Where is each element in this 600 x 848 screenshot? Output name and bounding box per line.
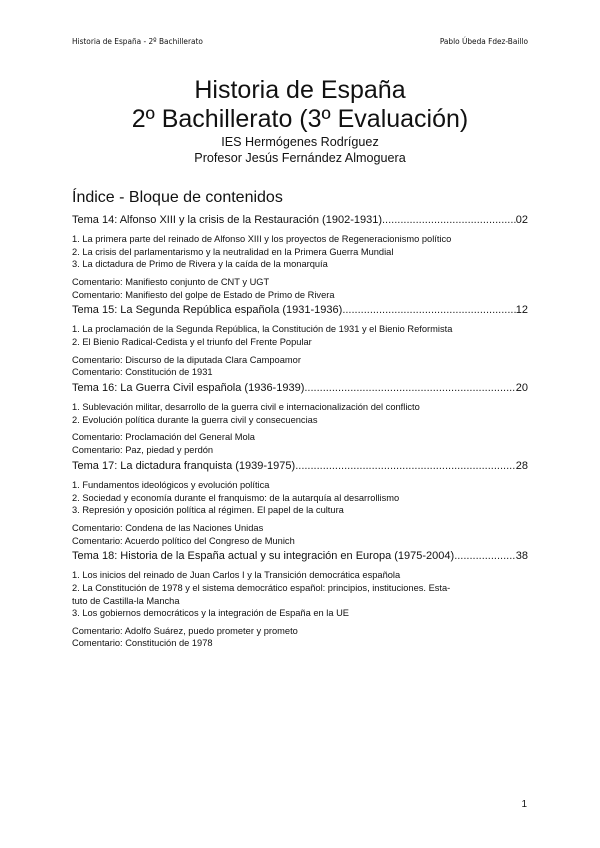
topic-items	[72, 233, 528, 271]
list-item: 1. La proclamación de la Segunda República, la Constitución de 1931 y el Bienio Reformista	[72, 324, 453, 335]
list-item: 1. La primera parte del reinado de Alfonso XIII y los proyectos de Regeneracionismo político	[72, 234, 452, 244]
topic-section	[72, 459, 528, 547]
list-item: 1. Fundamentos ideológicos y evolución política	[72, 479, 270, 490]
comment-item: Comentario: Acuerdo político del Congreso de Munich	[72, 535, 295, 546]
topic-entry	[72, 213, 528, 228]
comment-item: Comentario: Paz, piedad y perdón	[72, 445, 214, 456]
list-item: 1. Los inicios del reinado de Juan Carlos I y la Transición democrática española	[72, 570, 401, 581]
dot-leader	[304, 381, 515, 396]
topic-section	[72, 213, 528, 301]
comment-item: Comentario: Constitución de 1978	[72, 638, 213, 649]
list-item: 2. El Bienio Radical-Cedista y el triunfo del Frente Popular	[72, 336, 312, 347]
topic-section	[72, 381, 528, 457]
topic-page-number: 38	[515, 550, 528, 563]
topic-page-number: 02	[515, 214, 528, 226]
comment-item: Comentario: Proclamación del General Mola	[72, 432, 255, 443]
topic-items	[72, 401, 528, 426]
topic-items	[72, 479, 528, 517]
topic-section	[72, 549, 528, 650]
topic-title: Tema 16: La Guerra Civil española (1936-1939)	[72, 382, 305, 395]
page-number: 1	[521, 799, 527, 810]
list-item: 1. Sublevación militar, desarrollo de la guerra civil e internacionalización del conflicto	[72, 402, 420, 413]
header-course: Historia de España - 2º Bachillerato	[72, 36, 203, 46]
title-block	[0, 76, 600, 166]
topic-comments	[72, 276, 528, 302]
comment-item: Comentario: Manifiesto conjunto de CNT y UGT	[72, 276, 270, 287]
topic-title: Tema 15: La Segunda República española (1931-1936)	[72, 304, 343, 317]
comment-item: Comentario: Constitución de 1931	[72, 367, 213, 378]
list-item: 3. Los gobiernos democráticos y la integración de España en la UE	[72, 608, 350, 619]
list-item: tuto de Castilla-la Mancha	[72, 595, 180, 606]
topic-section	[72, 303, 528, 379]
topic-entry	[72, 549, 528, 564]
header-author: Pablo Úbeda Fdez-Baillo	[439, 36, 528, 46]
dot-leader	[295, 459, 516, 474]
topic-entry	[72, 381, 528, 396]
index-heading: Índice - Bloque de contenidos	[72, 189, 283, 206]
comment-item: Comentario: Adolfo Suárez, puedo prometer y prometo	[72, 625, 298, 636]
teacher-name: Profesor Jesús Fernández Almoguera	[194, 151, 406, 165]
document-title: Historia de España	[194, 76, 406, 104]
comment-item: Comentario: Discurso de la diputada Clara Campoamor	[72, 354, 301, 365]
list-item: 3. Represión y oposición política al régimen. El papel de la cultura	[72, 505, 344, 516]
list-item: 2. Sociedad y economía durante el franquismo: de la autarquía al desarrollismo	[72, 492, 400, 503]
dot-leader	[382, 213, 516, 228]
topic-page-number: 12	[515, 304, 528, 317]
list-item: 2. Evolución política durante la guerra civil y consecuencias	[72, 414, 318, 425]
list-item: 2. La crisis del parlamentarismo y la neutralidad en la Primera Guerra Mundial	[72, 246, 394, 257]
topic-title: Tema 17: La dictadura franquista (1939-1975)	[72, 459, 296, 472]
comment-item: Comentario: Condena de las Naciones Unidas	[72, 522, 264, 533]
topic-entry	[72, 459, 528, 474]
running-header	[72, 36, 528, 46]
school-name: IES Hermógenes Rodríguez	[221, 135, 379, 149]
topic-items	[72, 569, 528, 619]
dot-leader	[454, 549, 516, 564]
topic-page-number: 20	[515, 382, 528, 395]
dot-leader	[342, 303, 515, 318]
list-item: 2. La Constitución de 1978 y el sistema democrático español: principios, instituciones. Esta-	[72, 582, 451, 593]
topic-page-number: 28	[515, 459, 528, 472]
topic-comments	[72, 625, 528, 651]
topic-comments	[72, 431, 528, 457]
topic-entry	[72, 303, 528, 318]
table-of-contents	[72, 213, 528, 652]
topic-comments	[72, 522, 528, 548]
comment-item: Comentario: Manifiesto del golpe de Estado de Primo de Rivera	[72, 289, 335, 300]
document-subtitle: 2º Bachillerato (3º Evaluación)	[131, 105, 469, 133]
list-item: 3. La dictadura de Primo de Rivera y la caída de la monarquía	[72, 259, 328, 270]
topic-comments	[72, 354, 528, 380]
topic-title: Tema 14: Alfonso XIII y la crisis de la Restauración (1902-1931)	[72, 214, 382, 226]
topic-items	[72, 323, 528, 348]
topic-title: Tema 18: Historia de la España actual y su integración en Europa (1975-2004)	[72, 550, 455, 563]
